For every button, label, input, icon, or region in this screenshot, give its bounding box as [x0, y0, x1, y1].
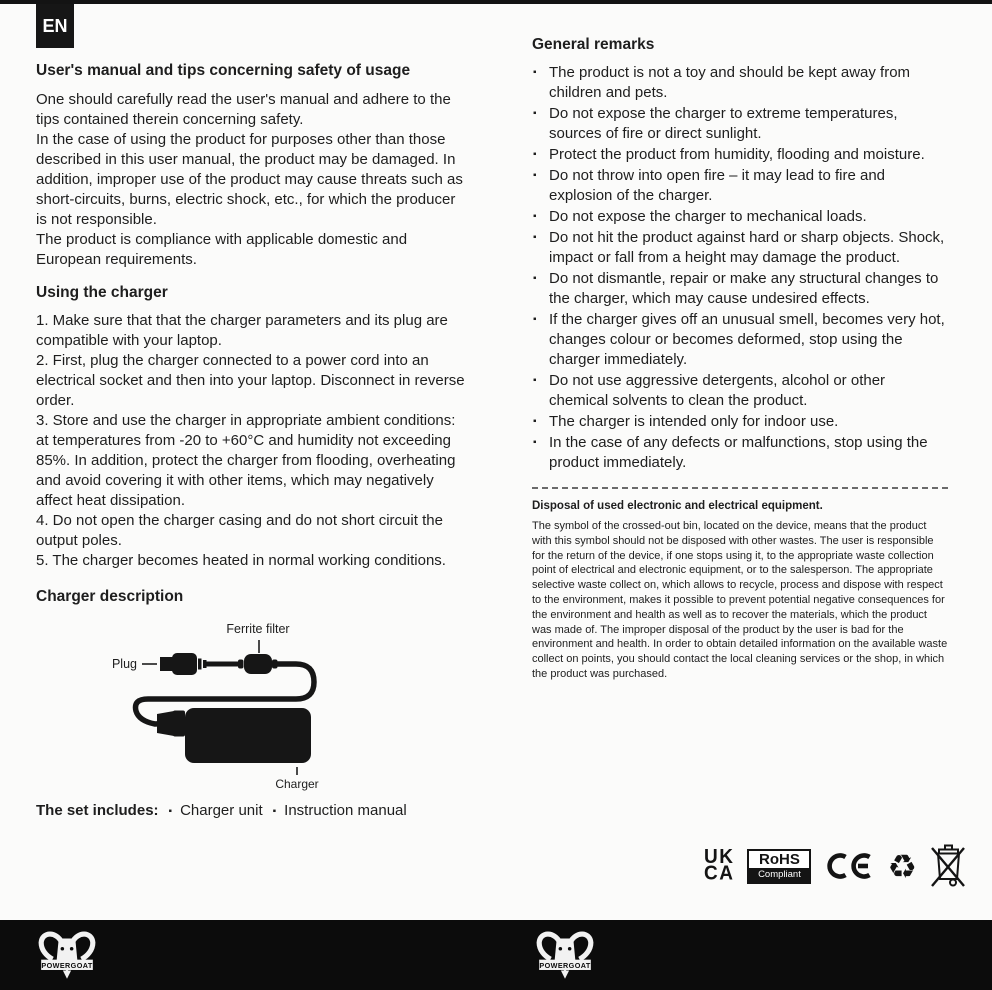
remark-text: The charger is intended only for indoor use. [549, 413, 839, 430]
bullet-icon: ▪ [533, 170, 537, 181]
powergoat-logo [36, 929, 98, 981]
using-step: 2. First, plug the charger connected to a power cord into an electrical socket and then into your laptop. Disconnect in reverse order. [36, 352, 465, 409]
dashed-divider [532, 487, 948, 489]
powergoat-banner-text: POWERGOAT [41, 960, 93, 970]
powergoat-banner-text: POWERGOAT [539, 960, 591, 970]
remark-text: Protect the product from humidity, flooding and moisture. [549, 146, 925, 163]
ukca-mark [704, 846, 735, 885]
using-steps [36, 311, 468, 571]
bullet-icon: ▪ [533, 437, 537, 448]
general-remarks-list [532, 63, 948, 473]
ukca-line1: UK [704, 846, 735, 869]
cable-bump [238, 660, 244, 669]
remark-item [532, 63, 948, 103]
using-step: 5. The charger becomes heated in normal working conditions. [36, 552, 446, 569]
bullet-icon: ▪ [533, 314, 537, 325]
left-column [36, 60, 468, 823]
remark-text: Do not expose the charger to extreme temperatures, sources of fire or direct sunlight. [549, 105, 898, 142]
rohs-mark [747, 849, 811, 884]
remark-item [532, 104, 948, 144]
plug-label: Plug [111, 657, 137, 671]
language-badge [36, 4, 74, 48]
remark-text: If the charger gives off an unusual smell, becomes very hot, changes colour or becomes deformed, stop using the charger immediately. [549, 311, 945, 368]
remark-text: Do not expose the charger to mechanical loads. [549, 208, 867, 225]
remark-text: The product is not a toy and should be kept away from children and pets. [549, 64, 911, 101]
bullet-icon: ▪ [533, 375, 537, 386]
set-includes-item [273, 801, 407, 823]
set-includes-item [169, 801, 263, 823]
disposal-title: Disposal of used electronic and electrical equipment. [532, 500, 823, 512]
remark-item [532, 371, 948, 411]
rohs-subtitle: Compliant [749, 868, 809, 882]
bullet-icon: ▪ [533, 232, 537, 243]
safety-title: User's manual and tips concerning safety of usage [36, 62, 411, 79]
ukca-line2: CA [704, 862, 735, 885]
language-badge-label: EN [42, 15, 68, 36]
charger-description-title: Charger description [36, 588, 184, 605]
remark-item [532, 207, 948, 227]
recycle-icon: ♻ [887, 846, 918, 886]
footer-bar [0, 920, 992, 990]
using-title: Using the charger [36, 284, 168, 301]
bullet-icon: ▪ [533, 273, 537, 284]
charger-diagram [36, 617, 468, 792]
remark-item [532, 228, 948, 268]
safety-paragraph: The product is compliance with applicable domestic and European requirements. [36, 231, 408, 268]
ferrite-filter-icon [244, 654, 272, 674]
set-includes-item-label: Instruction manual [284, 802, 407, 819]
set-includes-label: The set includes: [36, 802, 159, 819]
remark-item [532, 166, 948, 206]
using-step: 4. Do not open the charger casing and do not short circuit the output poles. [36, 512, 443, 549]
right-column [532, 34, 948, 682]
set-includes-line [36, 801, 468, 823]
set-includes-item-label: Charger unit [180, 802, 263, 819]
dc-connector-icon [157, 711, 174, 736]
bullet-icon: ▪ [533, 67, 537, 78]
rohs-title: RoHS [759, 850, 800, 868]
using-step: 3. Store and use the charger in appropriate ambient conditions: at temperatures from -20 to +60°C and humidity not exceeding 85%. In addition, protect the charger from flooding, overheating and avoid covering it with other items, which may negatively affect heat dissipation. [36, 412, 456, 509]
disposal-body: The symbol of the crossed-out bin, located on the device, means that the product with this symbol should not be disposed with other wastes. The user is responsible for the return of the device, if one stops using it, to the appropriate waste collection point of electrical and electronic equipment, or to the salesperson. The appropriate selective waste collect on, which allows to recycle, process and dispose with respect to the environment, makes it possible to prevent potential negative consequences for the environment and health as well as to recover the materials, which the product was made of. The improper disposal of the product by the user is bad for the environment and health. In order to obtain detailed information on the available waste collect on points, you should contact the local cleaning services or the shop, in which the product was purchased. [532, 520, 948, 680]
bullet-icon: ▪ [533, 108, 537, 119]
powergoat-logo [534, 929, 596, 981]
ce-mark [824, 851, 874, 881]
bullet-icon: ▪ [533, 211, 537, 222]
bullet-icon: ▪ [533, 416, 537, 427]
using-step: 1. Make sure that that the charger parameters and its plug are compatible with your laptop. [36, 312, 448, 349]
charger-label: Charger [275, 777, 319, 791]
remark-item [532, 269, 948, 309]
bullet-icon: ▪ [533, 149, 537, 160]
safety-paragraph: One should carefully read the user's manual and adhere to the tips contained therein concerning safety. [36, 91, 451, 128]
remark-item [532, 433, 948, 473]
weee-bin-icon [930, 843, 966, 889]
top-border [0, 0, 992, 4]
remark-text: In the case of any defects or malfunctions, stop using the product immediately. [549, 434, 928, 471]
ferrite-filter-label: Ferrite filter [226, 622, 290, 636]
general-remarks-title: General remarks [532, 36, 655, 53]
remark-item [532, 310, 948, 370]
remark-item [532, 145, 948, 165]
charger-body-icon [185, 708, 311, 763]
safety-paragraphs [36, 90, 468, 270]
remark-text: Do not throw into open fire – it may lead to fire and explosion of the charger. [549, 167, 886, 204]
bullet-icon: ▪ [272, 806, 277, 817]
plug-icon [160, 653, 207, 675]
remark-item [532, 412, 948, 432]
remark-text: Do not use aggressive detergents, alcohol or other chemical solvents to clean the product. [549, 372, 886, 409]
bullet-icon: ▪ [168, 806, 173, 817]
dc-connector-collar [173, 711, 185, 737]
remark-text: Do not hit the product against hard or sharp objects. Shock, impact or fall from a height may damage the product. [549, 229, 945, 266]
remark-text: Do not dismantle, repair or make any structural changes to the charger, which may cause undesired effects. [549, 270, 939, 307]
safety-paragraph: In the case of using the product for purposes other than those described in this user manual, the product may be damaged. In addition, improper use of the product may cause threats such as short-circuits, burns, electric shock, etc., for which the producer is not responsible. [36, 131, 463, 228]
compliance-marks [704, 843, 966, 889]
